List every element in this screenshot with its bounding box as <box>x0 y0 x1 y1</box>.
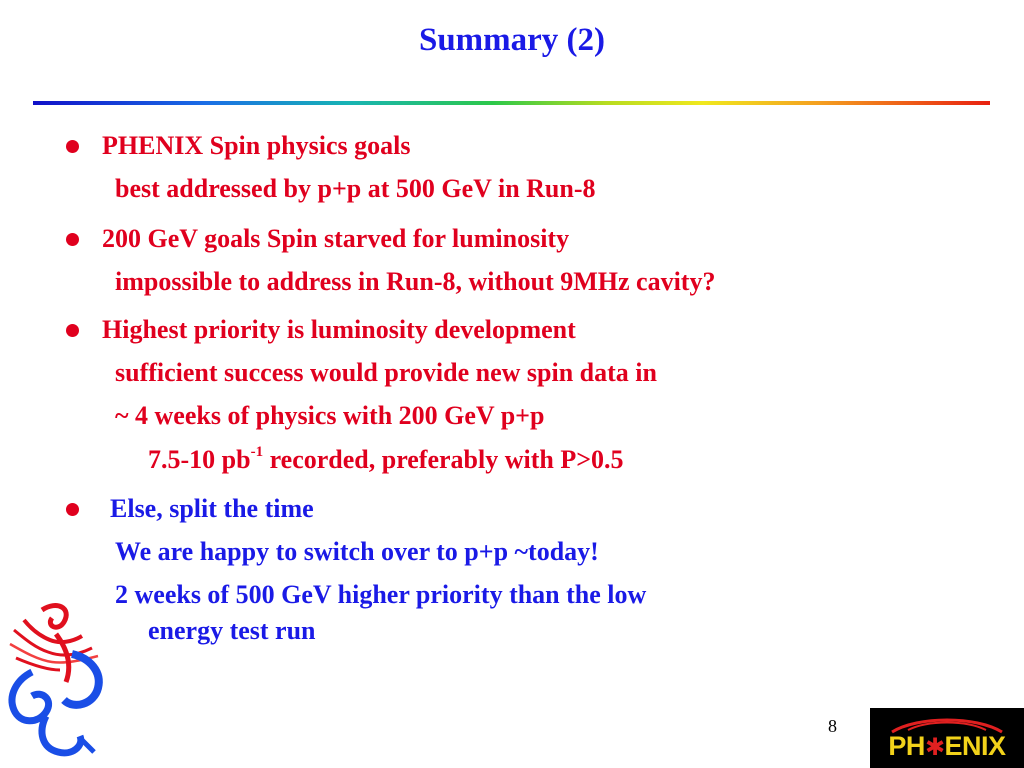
bullet-dot <box>66 140 79 153</box>
bullet-3-sub-1: sufficient success would provide new spin data in <box>115 358 657 387</box>
bullet-2-sub-1: impossible to address in Run-8, without 9MHz cavity? <box>115 267 716 296</box>
bullet-4-sub-2: 2 weeks of 500 GeV higher priority than the low <box>115 580 647 609</box>
luminosity-value: 7.5-10 pb <box>148 445 251 474</box>
bullet-dot <box>66 233 79 246</box>
bullet-4-sub-3: energy test run <box>148 616 316 645</box>
bullet-1-sub-1: best addressed by p+p at 500 GeV in Run-8 <box>115 174 596 203</box>
phenix-wordmark: PH✱ENIX <box>888 731 1006 761</box>
bullet-2-heading: 200 GeV goals Spin starved for luminosity <box>102 224 570 253</box>
bullet-dot <box>66 503 79 516</box>
bullet-3-heading: Highest priority is luminosity development <box>102 315 576 344</box>
slide-title: Summary (2) <box>418 22 606 58</box>
page-number: 8 <box>828 716 837 736</box>
title-divider <box>33 101 990 105</box>
bullet-3-detail <box>148 445 624 475</box>
phenix-logo <box>870 708 1024 768</box>
bullet-1-heading: PHENIX Spin physics goals <box>102 131 411 160</box>
phoenix-logo-icon <box>2 600 107 760</box>
bullet-4-heading: Else, split the time <box>110 494 314 523</box>
star-icon: ✱ <box>924 734 945 761</box>
luminosity-unit-exponent: -1 <box>250 444 264 461</box>
bullet-dot <box>66 324 79 337</box>
bullet-4-sub-1: We are happy to switch over to p+p ~today! <box>115 537 599 566</box>
bullet-3-sub-2: ~ 4 weeks of physics with 200 GeV p+p <box>115 401 545 430</box>
luminosity-suffix: recorded, preferably with P>0.5 <box>263 445 624 474</box>
